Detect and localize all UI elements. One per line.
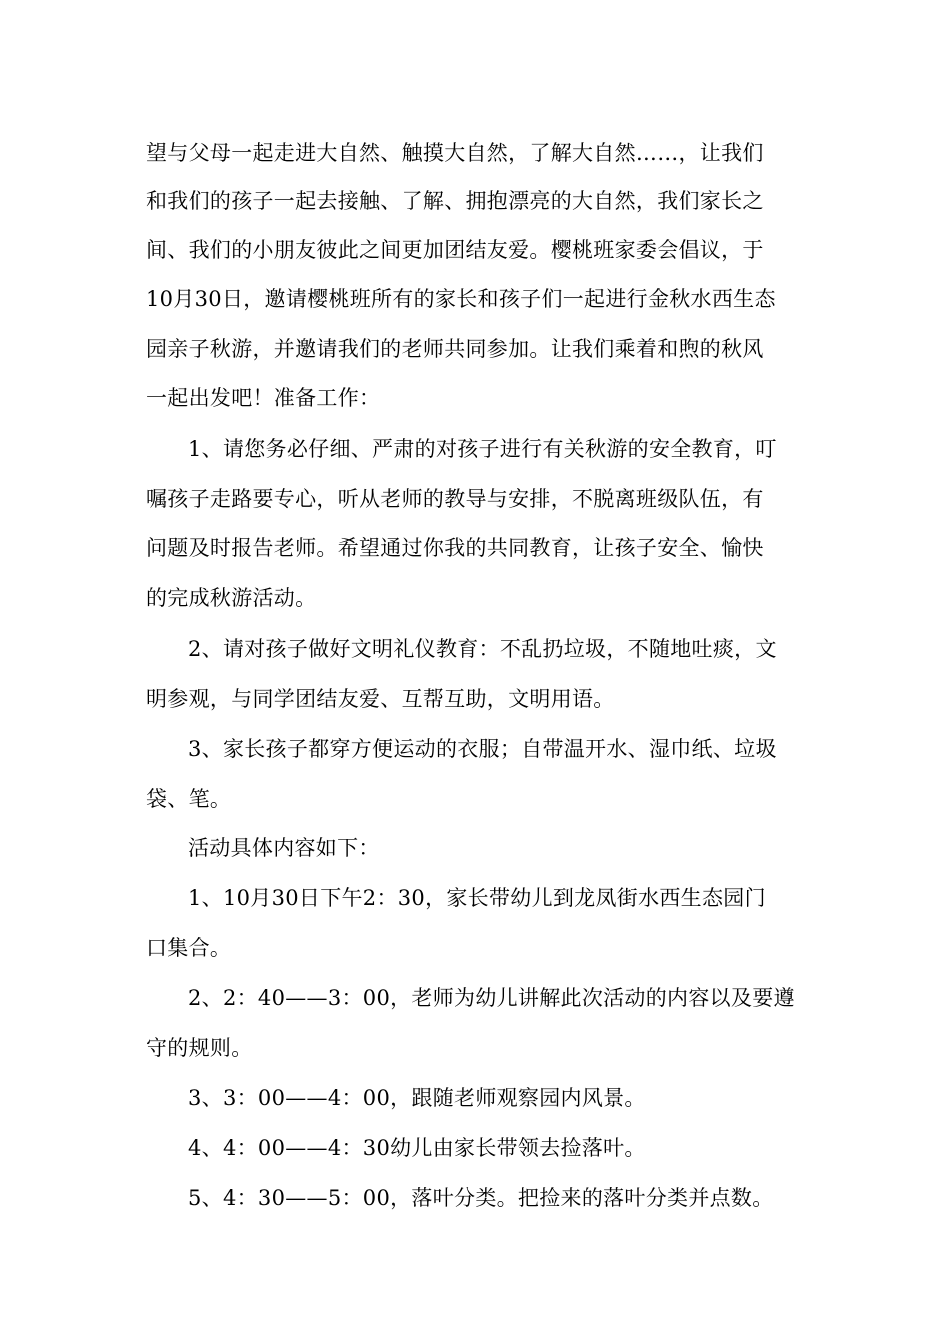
body-text-line: 的完成秋游活动。 xyxy=(146,586,317,610)
list-item-line: 1、请您务必仔细、严肃的对孩子进行有关秋游的安全教育，叮 xyxy=(188,437,777,461)
list-item-line: 2、2：40——3：00，老师为幼儿讲解此次活动的内容以及要遵 xyxy=(188,986,795,1010)
body-text-line: 望与父母一起走进大自然、触摸大自然，了解大自然……，让我们 xyxy=(146,141,764,165)
body-text-line: 袋、笔。 xyxy=(146,787,232,811)
list-item-line: 5、4：30——5：00，落叶分类。把捡来的落叶分类并点数。 xyxy=(188,1186,774,1210)
body-text-line: 间、我们的小朋友彼此之间更加团结友爱。樱桃班家委会倡议，于 xyxy=(146,238,764,262)
body-text-line: 守的规则。 xyxy=(146,1036,253,1060)
section-heading-line: 活动具体内容如下： xyxy=(188,836,380,860)
list-item-line: 4、4：00——4：30幼儿由家长带领去捡落叶。 xyxy=(188,1136,646,1160)
body-text-line: 园亲子秋游，并邀请我们的老师共同参加。让我们乘着和煦的秋风 xyxy=(146,337,764,361)
body-text-line: 明参观，与同学团结友爱、互帮互助，文明用语。 xyxy=(146,687,615,711)
list-item-line: 3、家长孩子都穿方便运动的衣服；自带温开水、湿巾纸、垃圾 xyxy=(188,737,777,761)
body-text-line: 嘱孩子走路要专心，听从老师的教导与安排，不脱离班级队伍，有 xyxy=(146,487,764,511)
list-item-line: 3、3：00——4：00，跟随老师观察园内风景。 xyxy=(188,1086,646,1110)
body-text-line: 和我们的孩子一起去接触、了解、拥抱漂亮的大自然，我们家长之 xyxy=(146,189,764,213)
list-item-line: 1、10月30日下午2：30，家长带幼儿到龙凤街水西生态园门 xyxy=(188,886,766,910)
body-text-line: 问题及时报告老师。希望通过你我的共同教育，让孩子安全、愉快 xyxy=(146,536,764,560)
list-item-line: 2、请对孩子做好文明礼仪教育：不乱扔垃圾，不随地吐痰，文 xyxy=(188,637,777,661)
body-text-line: 10月30日，邀请樱桃班所有的家长和孩子们一起进行金秋水西生态 xyxy=(146,287,776,311)
body-text-line: 一起出发吧！准备工作： xyxy=(146,386,381,410)
body-text-line: 口集合。 xyxy=(146,936,232,960)
